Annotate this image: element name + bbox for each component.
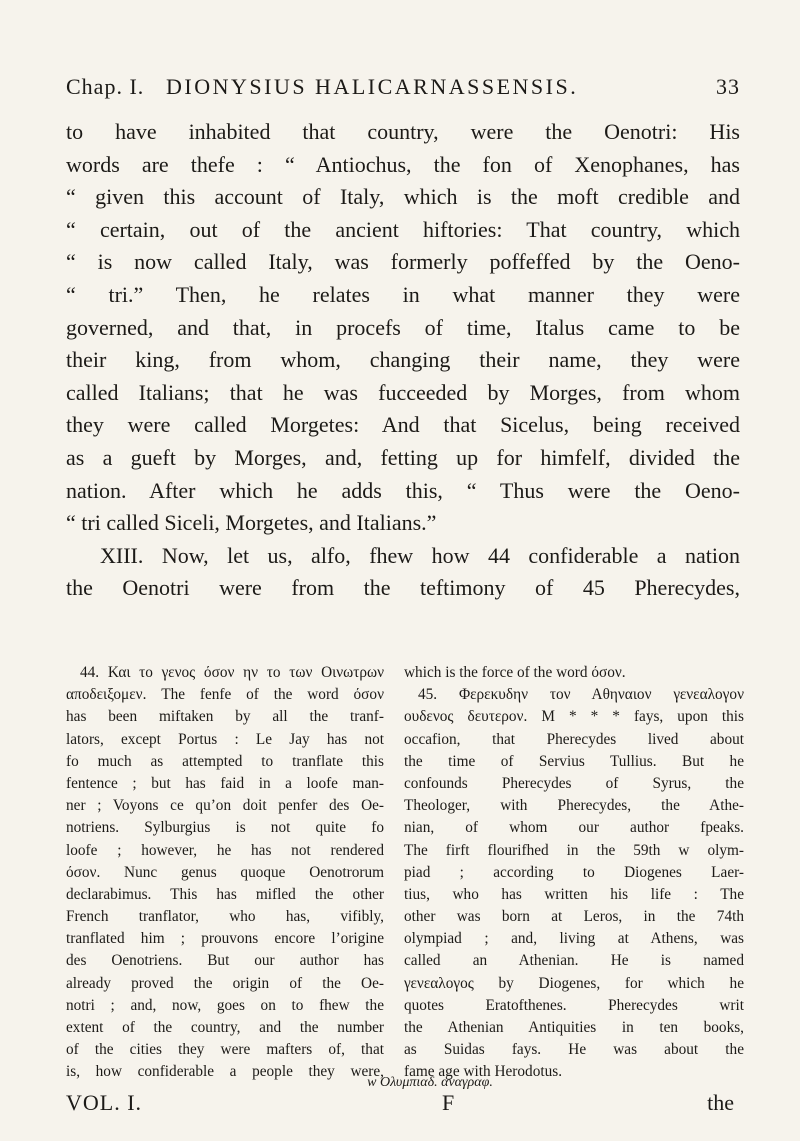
text-line: the Oenotri were from the teftimony of 45 Pherecydes, [66,575,740,601]
footnote-line: olympiad ; and, living at Athens, was [404,930,744,948]
footnote-line: which is the force of the word όσον. [404,664,626,681]
chapter-label: Chap. I. [66,74,145,99]
footnote-line: quotes Eratofthenes. Pherecydes writ [404,996,744,1014]
text-line: “ certain, out of the ancient hiftories: That country, which [66,216,740,242]
footnote-line: confounds Pherecydes of Syrus, the [404,774,744,792]
footnote-line: fo much as attempted to tranflate this [66,752,384,770]
footnote-line: 44. Και το γενος όσον ην το των Οινωτρων [80,664,384,681]
footnote-line: fentence ; but has faid in a loofe man- [66,774,384,792]
text-line: called Italians; that he was fucceeded by Morges, from whom [66,379,740,405]
footnote-line: notriens. Sylburgius is not quite fo [66,819,384,837]
footnote-line: γενεαλογος by Diogenes, for which he [404,974,744,992]
footnote-line: declarabimus. This has mifled the other [66,885,384,903]
footnote-line: 45. Φερεκυδην τον Αθηναιον γενεαλογον [418,686,744,704]
text-line: governed, and that, in procefs of time, Italus came to be [66,314,740,340]
footnote-line: called an Athenian. He is named [404,952,744,970]
text-line: “ given this account of Italy, which is the moft credible and [66,184,740,210]
text-line: “ tri called Siceli, Morgetes, and Italians.” [66,510,437,536]
footnote-line: extent of the country, and the number [66,1019,384,1036]
text-line: they were called Morgetes: And that Sicelus, being received [66,412,740,438]
footnote-line: lators, except Portus : Le Jay has not [66,730,384,748]
footnote-line: of the cities they were mafters of, that [66,1041,384,1059]
text-line: XIII. Now, let us, alfo, fhew how 44 confiderable a nation [100,542,740,568]
text-line: words are thefe : “ Antiochus, the fon of Xenophanes, has [66,151,740,177]
footnote-line: loofe ; however, he has not rendered [66,841,384,859]
footnote-line: fame age with Herodotus. [404,1063,563,1081]
text-line: nation. After which he adds this, “ Thus were the Oeno- [66,477,740,503]
footnote-line: occafion, that Pherecydes lived about [404,730,744,748]
marginal-note: w Ολυμπιαδ. αναγραφ. [367,1075,493,1090]
footnote-line: ουδενος δευτερον. M * * * fays, upon this [404,708,744,726]
footnote-line: tranflated him ; prouvons encore l’origine [66,930,384,948]
footnotes-right-column [404,662,744,1084]
footnote-line: the Athenian Antiquities in ten books, [404,1019,744,1036]
text-line: as a gueft by Morges, and, fetting up for himfelf, divided the [66,444,740,470]
footnote-line: ner ; Voyons ce qu’on doit penfer des Oe- [66,797,384,815]
text-line: their king, from whom, changing their name, they were [66,347,740,373]
footnote-line: des Oenotriens. But our author has [66,952,384,970]
footnote-line: notri ; and, now, goes on to fhew the [66,996,384,1014]
footnote-line: The firft flourifhed in the 59th w olym- [404,841,744,859]
footnote-line: as Suidas fays. He was about the [404,1041,744,1059]
footnote-line: is, how confiderable a people they were, [66,1063,384,1081]
page-footer [66,1090,740,1126]
footnote-line: already proved the origin of the Oe- [66,974,384,992]
footnote-line: όσον. Nunc genus quoque Oenotrorum [66,863,384,881]
footnote-line: Theologer, with Pherecydes, the Athe- [404,797,744,815]
text-line: “ tri.” Then, he relates in what manner they were [66,281,740,307]
footnote-line: has been miftaken by all the tranf- [66,708,384,726]
main-text [66,116,740,605]
footnote-line: tius, who has written his life : The [404,885,744,903]
footnote-line: piad ; according to Diogenes Laer- [404,863,744,881]
footnotes-left-column [66,662,384,1084]
footnote-line: the time of Servius Tullius. But he [404,752,744,770]
footnote-line: other was born at Leros, in the 74th [404,908,744,926]
signature-mark: F [442,1090,455,1115]
volume-label: VOL. I. [66,1090,143,1115]
page-number: 33 [716,74,740,99]
running-header [66,74,740,110]
text-line: “ is now called Italy, was formerly poffeffed by the Oeno- [66,249,740,275]
running-title: DIONYSIUS HALICARNASSENSIS. [166,74,579,99]
footnote-line: French tranflator, who has, vifibly, [66,908,384,926]
text-line: to have inhabited that country, were the Oenotri: His [66,119,740,144]
footnote-line: αποδειξομεν. The fenfe of the word όσον [66,686,384,704]
catchword: the [707,1090,734,1115]
footnote-line: nian, of whom our author fpeaks. [404,819,744,837]
